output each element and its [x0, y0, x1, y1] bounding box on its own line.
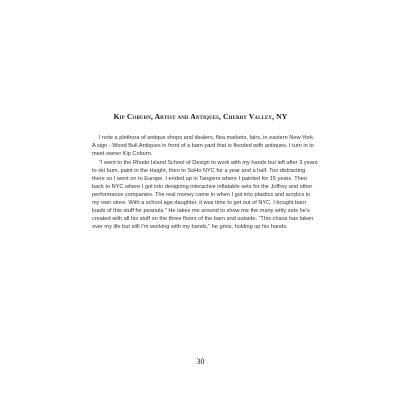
page-number: 30 — [196, 357, 205, 366]
body-text — [92, 135, 318, 231]
section-heading: Kip Coburn, Artist and Antiques, Cherry Valley, NY — [113, 112, 288, 121]
paragraph-intro: I note a plethora of antique shops and dealers, flea markets, fairs, in eastern New York. A sign - Wood Bull Antiques in front of a barn yard that is flooded with antiques. I turn in to meet owner Kip Coburn. — [92, 135, 315, 157]
paragraph-quote: “I went to the Rhode Island School of Design to work with my hands but left after 3 years to ski bum, paint in the Haight, then to SoHo NYC for a year and a half. Too distracting there so I went on to Europe. I ended up in Tangiers where I painted for 15 years. Then back to NYC where I got into designing interactive inflatable sets for the Joffrey and other performance companies. The real money came in when I got into plastics and acrylics in my own store. With a school age daughter, it was time to get out of NYC. I bought barn loads of this stuff for peanuts.” He takes me around to show me the many witty sets he’s created with all his stuff on the three floors of the barn and outside. “This chaos has taken over my life but still I’m working with my hands,” he grins, holding up his hands. — [92, 160, 318, 230]
